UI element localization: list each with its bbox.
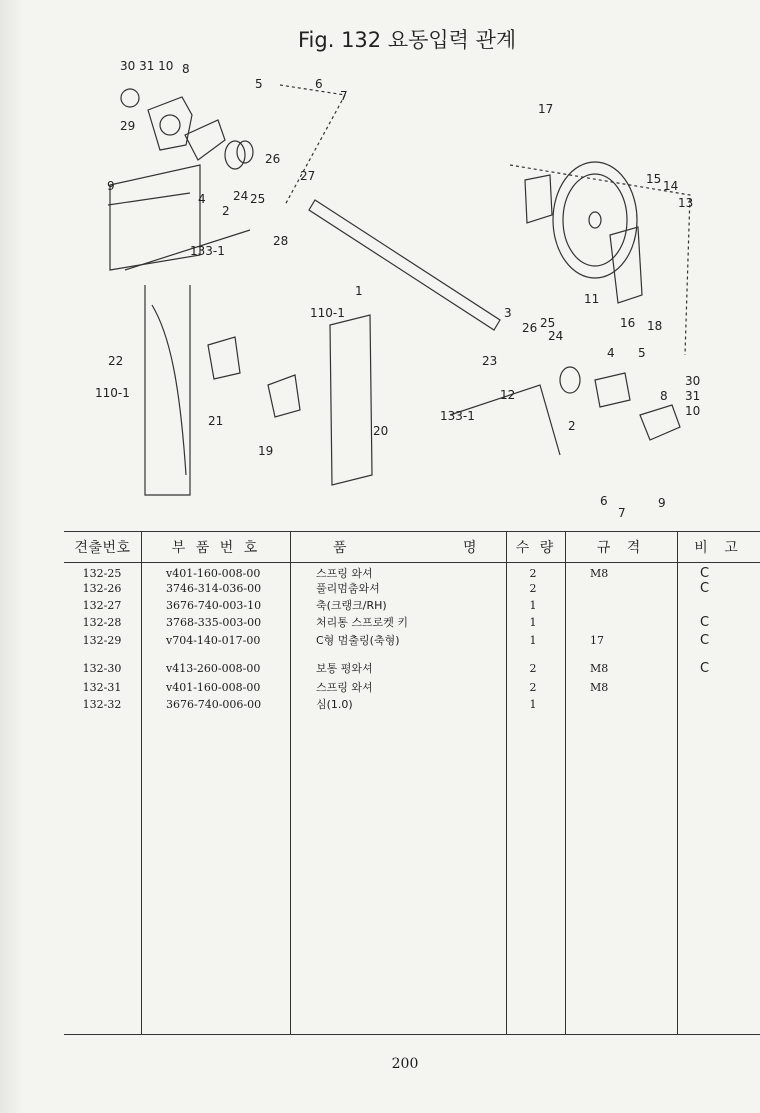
svg-text:4: 4 [607,346,615,360]
row-note: C [700,581,710,596]
bracket-4-right [595,373,630,407]
row-spec: 17 [590,634,604,647]
svg-text:110-1: 110-1 [95,386,130,400]
ring-29 [121,89,139,107]
flange-8-right [640,405,680,440]
row-spec: M8 [590,567,609,580]
row-part-number: v401-160-008-00 [166,681,261,694]
table-row [64,696,760,713]
bearing-2-right [560,367,580,393]
svg-text:2: 2 [568,419,576,433]
svg-text:22: 22 [108,354,124,368]
svg-text:29: 29 [120,119,136,133]
frame-curve [152,305,186,475]
svg-text:6: 6 [600,494,608,508]
svg-text:23: 23 [482,354,498,368]
svg-text:133-1: 133-1 [440,409,475,423]
cover-16 [610,227,642,303]
header-quantity: 수 량 [515,540,557,556]
page-edge-shadow [0,0,24,1113]
frame-edge-line [108,193,190,205]
svg-text:7: 7 [618,506,626,520]
svg-text:12: 12 [500,388,516,402]
flange-bore [160,115,180,135]
row-ref: 132-32 [82,698,122,711]
header-name-right: 명 [462,540,478,556]
svg-text:2: 2 [222,204,230,218]
row-name: 처리통 스프로켓 키 [316,616,409,629]
svg-text:25: 25 [540,316,556,330]
row-qty: 2 [529,681,537,694]
svg-text:1: 1 [355,284,363,298]
row-ref: 132-27 [82,599,122,612]
table-bottom-rule [64,1034,760,1035]
row-name: 스프링 와셔 [316,567,373,580]
row-name: 보통 평와셔 [316,662,373,675]
bearing-2 [225,141,245,169]
svg-text:19: 19 [258,444,274,458]
svg-text:3: 3 [504,306,512,320]
row-qty: 1 [529,616,537,629]
frame-110-1 [330,315,372,485]
row-ref: 132-26 [82,582,122,595]
row-note: C [700,633,710,648]
row-note: C [700,566,710,581]
svg-text:30: 30 [685,374,701,388]
table-row [64,614,760,631]
svg-text:5: 5 [255,77,263,91]
svg-text:26: 26 [265,152,281,166]
svg-text:6: 6 [315,77,323,91]
svg-text:15: 15 [646,172,662,186]
table-row [64,632,760,649]
row-name: 심(1.0) [316,698,353,711]
row-part-number: 3768-335-003-00 [166,616,262,629]
bracket-4 [185,120,225,160]
header-note: 비 고 [694,540,744,556]
svg-text:13: 13 [678,196,694,210]
bearing-flange-8 [148,97,192,150]
guide-line-a [280,85,345,205]
page-number: 200 [391,1056,419,1072]
table-row [64,679,760,696]
table-row [64,597,760,614]
svg-text:27: 27 [300,169,316,183]
frame-slant-line [125,230,250,270]
row-part-number: v413-260-008-00 [166,662,261,675]
pulley-inner [563,174,627,266]
svg-text:31: 31 [685,389,701,403]
pulley-cover-17 [525,175,552,223]
table-row [64,580,760,597]
callout-labels [95,59,700,520]
svg-text:133-1: 133-1 [190,244,225,258]
row-name: 풀리멈춤와셔 [316,582,380,595]
row-note: C [700,661,710,676]
row-name: 축(크랭크/RH) [316,599,387,612]
svg-text:30 31 10: 30 31 10 [120,59,174,73]
header-ref: 견출번호 [74,540,131,556]
svg-text:11: 11 [584,292,600,306]
row-qty: 2 [529,567,537,580]
row-part-number: 3746-314-036-00 [166,582,262,595]
row-spec: M8 [590,662,609,675]
svg-text:8: 8 [660,389,668,403]
pulley-hub [589,212,601,228]
header-spec: 규 격 [596,540,647,556]
svg-text:28: 28 [273,234,289,248]
row-qty: 2 [529,662,537,675]
svg-text:4: 4 [198,192,206,206]
svg-text:14: 14 [663,179,679,193]
svg-text:18: 18 [647,319,663,333]
table-row [64,660,760,677]
upper-frame-plate [110,165,200,270]
row-ref: 132-29 [82,634,122,647]
row-note: C [700,615,710,630]
svg-text:9: 9 [107,179,115,193]
svg-text:110-1: 110-1 [310,306,345,320]
row-ref: 132-25 [82,567,122,580]
svg-text:24: 24 [233,189,249,203]
table-header-rule [64,562,760,563]
row-qty: 1 [529,698,537,711]
row-qty: 1 [529,599,537,612]
row-name: C형 멈출링(축형) [316,634,400,647]
header-name-left: 품 [332,540,348,556]
bracket-19 [268,375,300,417]
svg-text:24: 24 [548,329,564,343]
row-part-number: 3676-740-003-10 [166,599,262,612]
svg-text:17: 17 [538,102,554,116]
row-spec: M8 [590,681,609,694]
svg-text:9: 9 [658,496,666,510]
svg-text:8: 8 [182,62,190,76]
row-ref: 132-28 [82,616,122,629]
svg-text:26: 26 [522,321,538,335]
svg-text:21: 21 [208,414,224,428]
row-part-number: v401-160-008-00 [166,567,261,580]
exploded-parts-diagram [90,55,760,525]
row-ref: 132-30 [82,662,122,675]
row-part-number: 3676-740-006-00 [166,698,262,711]
row-name: 스프링 와셔 [316,681,373,694]
table-top-rule [64,531,760,532]
figure-title: Fig. 132 요동입력 관계 [298,28,517,52]
block-21 [208,337,240,379]
row-part-number: v704-140-017-00 [166,634,261,647]
svg-text:25: 25 [250,192,266,206]
header-part-number: 부 품 번 호 [171,540,261,556]
svg-text:7: 7 [340,89,348,103]
row-qty: 1 [529,634,537,647]
svg-text:16: 16 [620,316,636,330]
side-frame-plate [145,285,190,495]
svg-text:20: 20 [373,424,389,438]
row-qty: 2 [529,582,537,595]
svg-text:5: 5 [638,346,646,360]
row-ref: 132-31 [82,681,122,694]
svg-text:10: 10 [685,404,701,418]
